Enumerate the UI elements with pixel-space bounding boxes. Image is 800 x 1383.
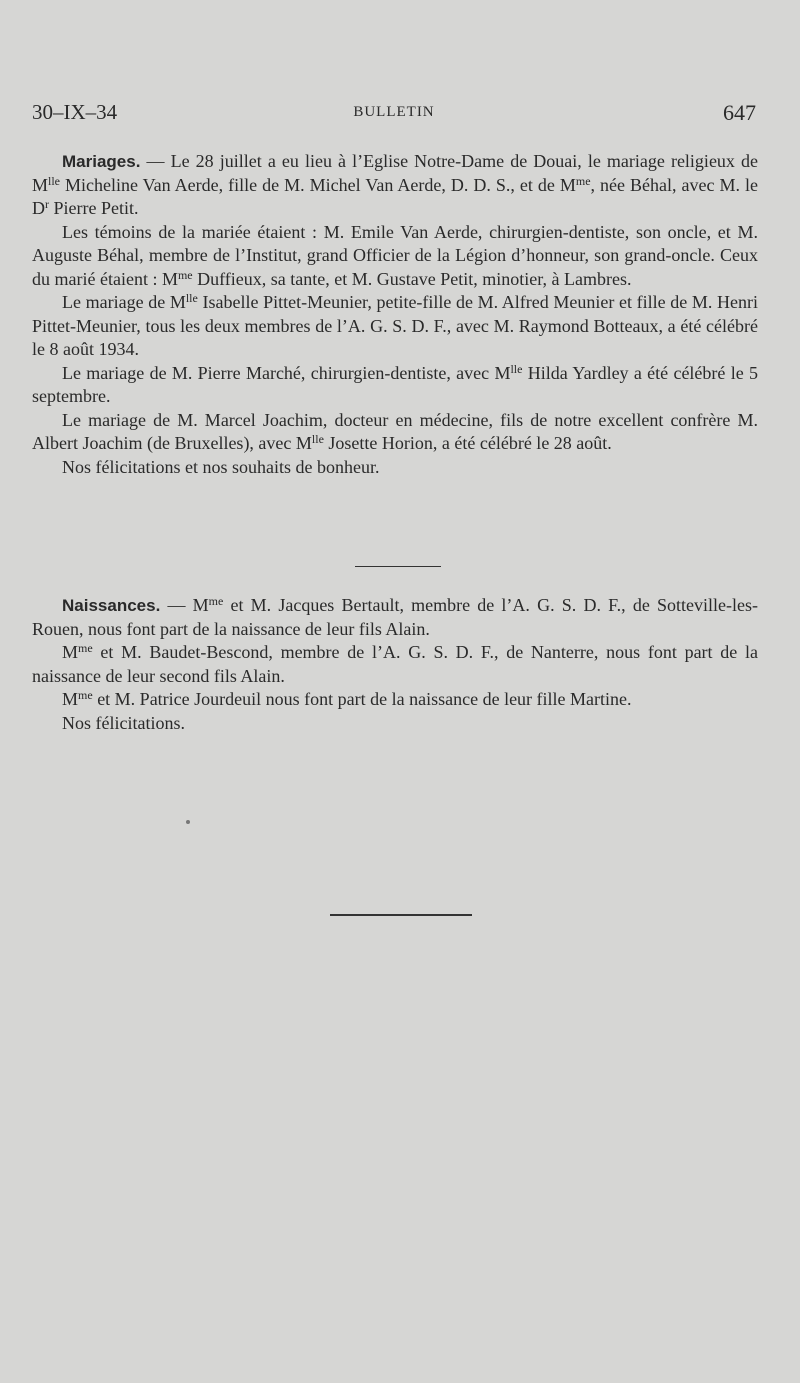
section-mariages	[32, 150, 758, 479]
header-date: 30–IX–34	[32, 100, 118, 124]
superscript: me	[208, 594, 224, 608]
text: M	[62, 642, 79, 662]
paragraph	[32, 409, 758, 456]
text: , née Béhal, avec M. le D	[32, 174, 758, 218]
header-title: BULLETIN	[353, 104, 435, 120]
text: Le mariage de M. Pierre Marché, chirurgien-dentiste, avec M	[62, 362, 511, 383]
section-divider	[355, 566, 441, 567]
text: et M. Baudet-Bescond, membre de l’A. G. S. D. F., de Nanterre, nous font part de la naissance de leur second fils Alain.	[32, 642, 758, 686]
superscript: r	[45, 197, 49, 211]
text: et M. Jacques Bertault, membre de l’A. G. S. D. F., de Sotteville-les-Rouen, nous font part de la naissance de leur fils Alain.	[32, 595, 758, 639]
text: Hilda Yardley a été célébré le 5 septembre.	[32, 362, 759, 406]
superscript: lle	[48, 173, 61, 188]
text: M	[62, 689, 79, 709]
superscript: me	[177, 267, 193, 282]
section-heading: Mariages.	[62, 152, 141, 171]
text: — M	[160, 595, 209, 615]
paragraph	[32, 362, 758, 409]
superscript: lle	[185, 291, 198, 305]
superscript: me	[78, 641, 93, 655]
paragraph: Nos félicitations.	[62, 712, 185, 733]
section-heading: Naissances.	[62, 596, 161, 615]
paragraph	[32, 688, 758, 712]
section-naissances	[32, 594, 758, 735]
ink-speck	[186, 820, 190, 824]
text: Micheline Van Aerde, fille de M. Michel Van Aerde, D. D. S., et de M	[60, 174, 576, 195]
paragraph	[32, 594, 758, 641]
paragraph	[32, 150, 758, 221]
text: Isabelle Pittet-Meunier, petite-fille de M. Alfred Meunier et fille de M. Henri Pittet-Meunier, tous les deux membres de l’A. G. S. D. F., avec M. Raymond Botteaux, a été célébré le 8 août 1934.	[32, 292, 758, 359]
paragraph	[32, 291, 758, 362]
superscript: lle	[510, 361, 523, 376]
text: — Le 28 juillet a eu lieu à l’Eglise Notre-Dame de Douai, le mariage religieux de M	[32, 151, 758, 195]
superscript: me	[575, 173, 591, 188]
text: Le mariage de M. Marcel Joachim, docteur en médecine, fils de notre excellent confrère M. Albert Joachim (de Bruxelles), avec M	[32, 409, 758, 453]
text: Pierre Petit.	[49, 198, 139, 218]
text: Les témoins de la mariée étaient : M. Emile Van Aerde, chirurgien-dentiste, son oncle, et M. Auguste Béhal, membre de l’Institut, grand Officier de la Légion d’honneur, son grand-oncle. Ceux du marié étaient : M	[32, 221, 758, 289]
text: Le mariage de M	[62, 292, 186, 312]
text: et M. Patrice Jourdeuil nous font part de la naissance de leur fille Martine.	[92, 689, 632, 709]
end-rule	[330, 914, 472, 916]
text: Josette Horion, a été célébré le 28 août.	[323, 433, 612, 453]
text: Duffieux, sa tante, et M. Gustave Petit, minotier, à Lambres.	[192, 268, 632, 289]
paragraph: Nos félicitations et nos souhaits de bonheur.	[62, 456, 380, 477]
running-header	[32, 100, 756, 130]
superscript: lle	[311, 432, 324, 446]
page-number: 647	[723, 100, 756, 125]
paragraph	[32, 641, 758, 688]
paragraph	[32, 221, 758, 292]
superscript: me	[78, 688, 93, 702]
